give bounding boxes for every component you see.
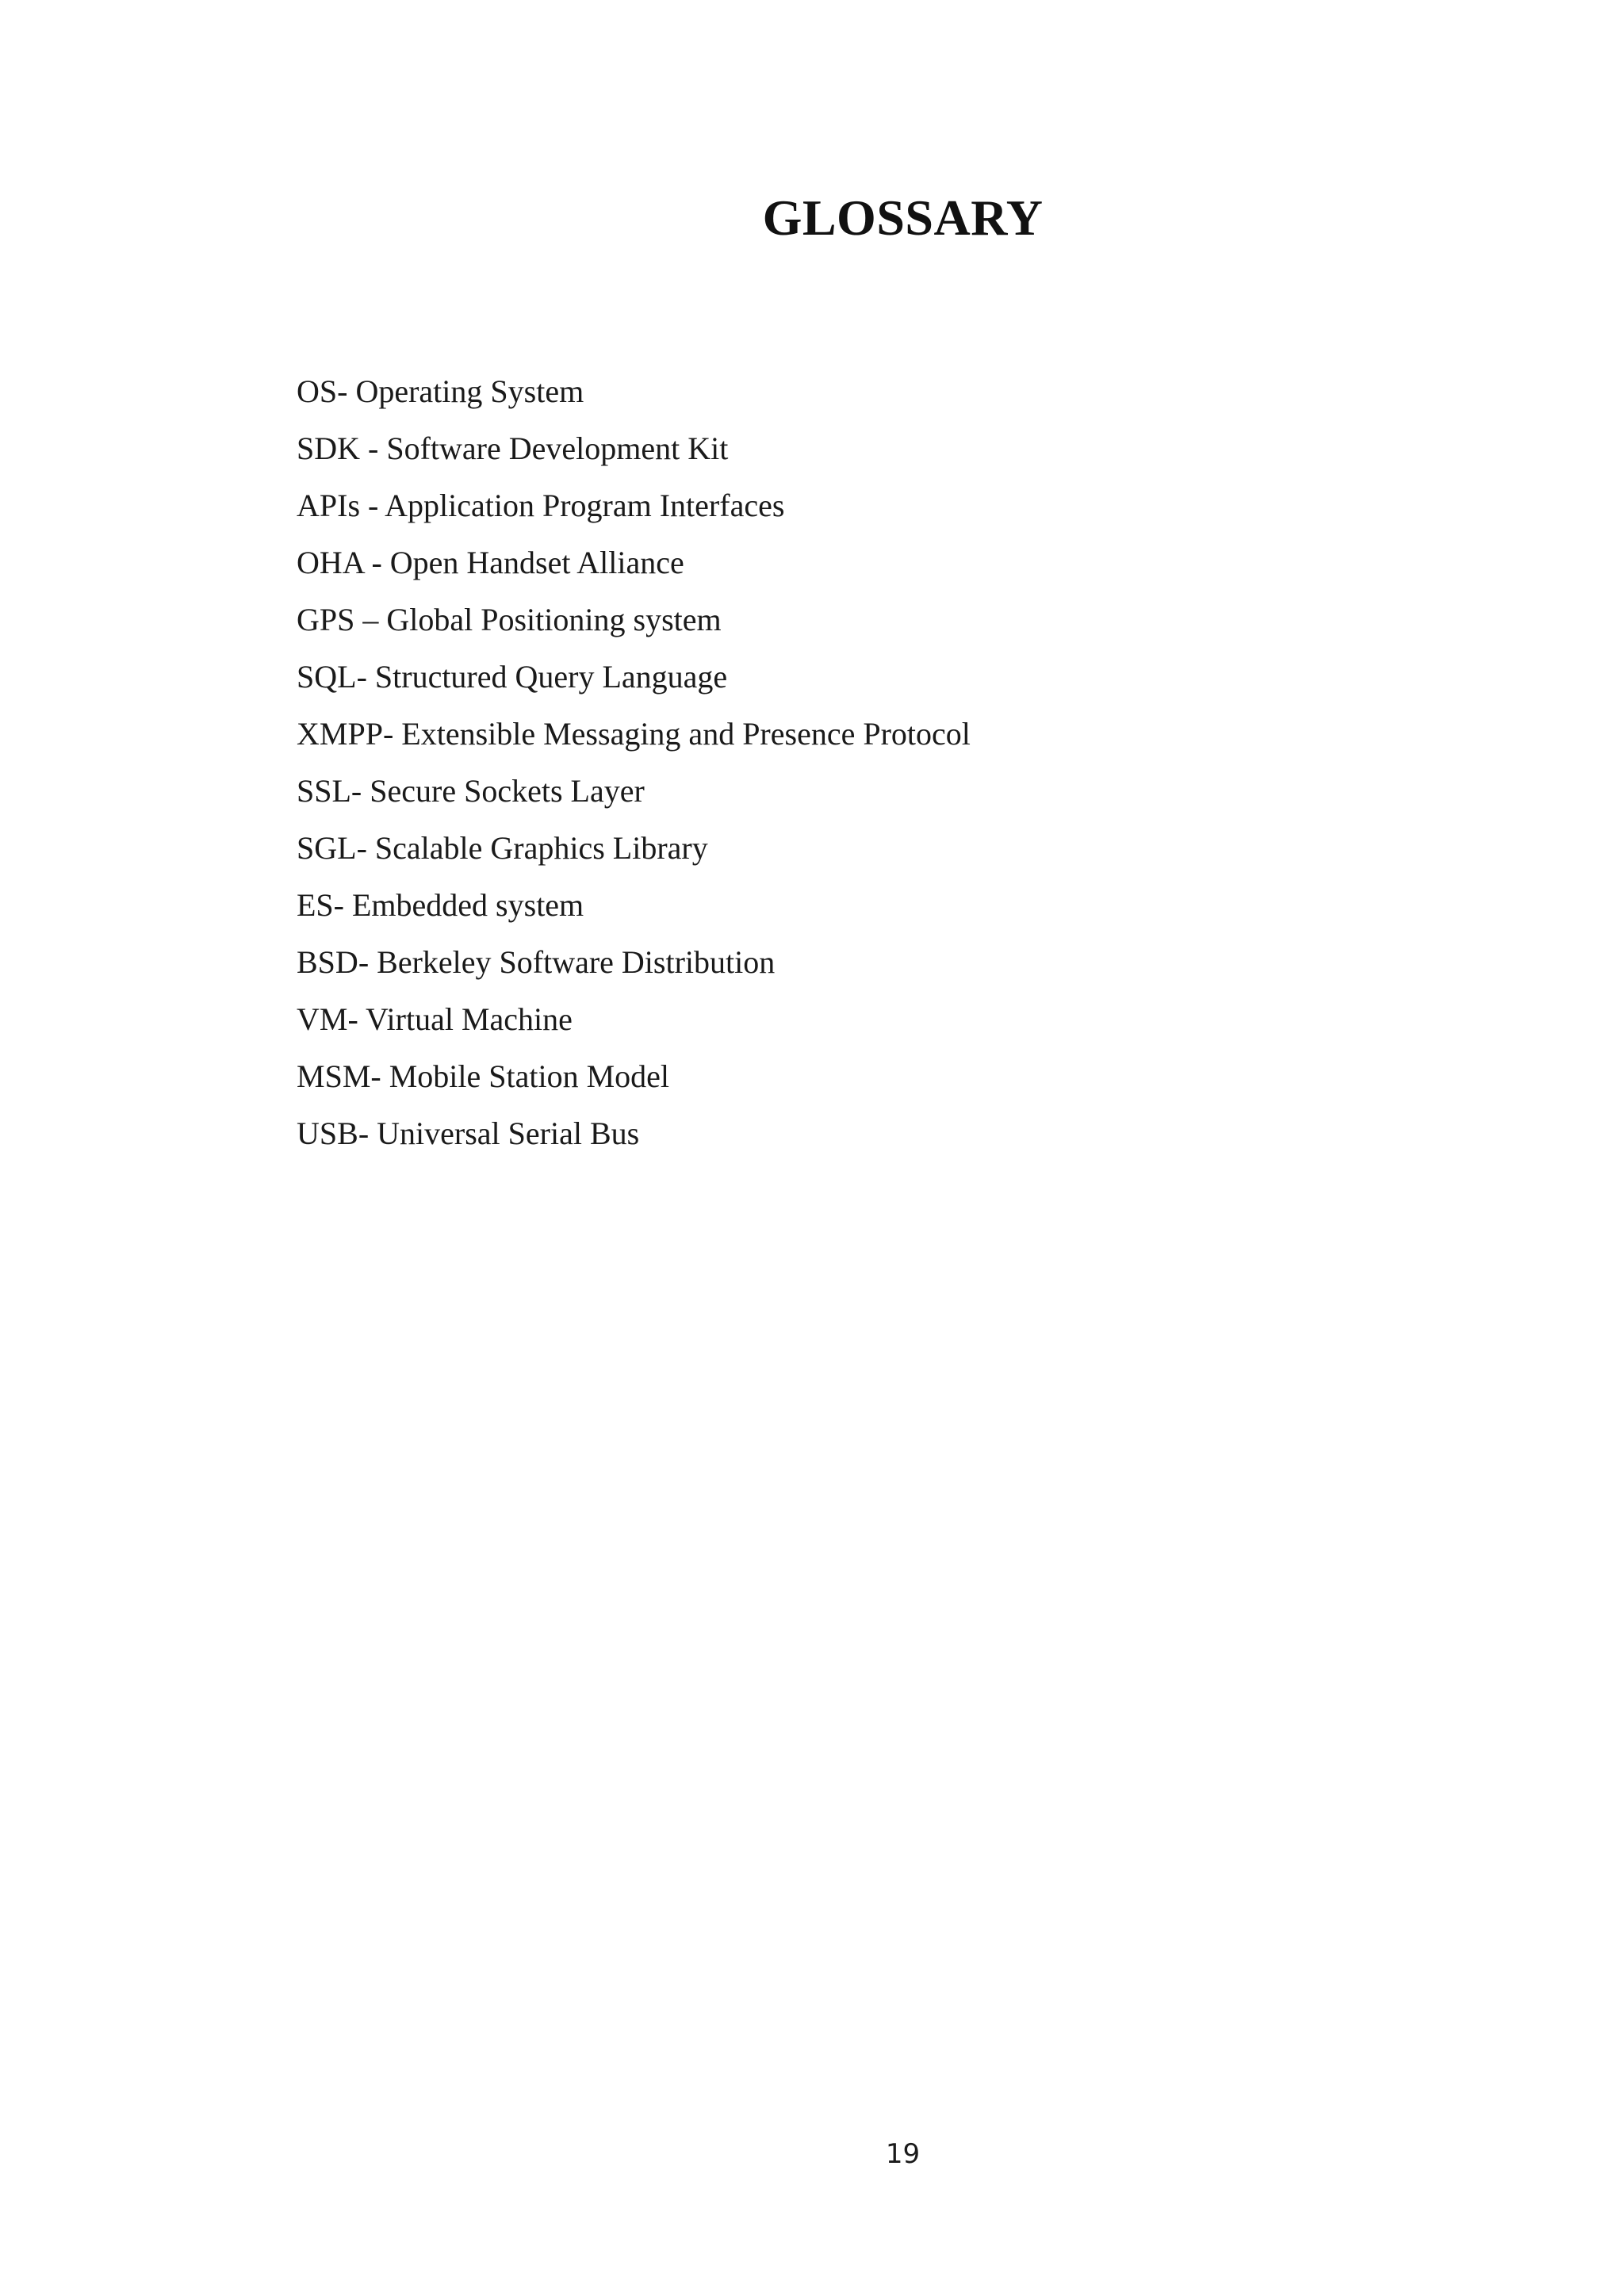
glossary-entry: SSL- Secure Sockets Layer (297, 773, 645, 809)
glossary-entry: GPS – Global Positioning system (297, 602, 722, 637)
glossary-entry: SQL- Structured Query Language (297, 659, 728, 695)
glossary-entry: USB- Universal Serial Bus (297, 1115, 640, 1151)
glossary-entry: SDK - Software Development Kit (297, 430, 729, 466)
glossary-entry: BSD- Berkeley Software Distribution (297, 944, 776, 980)
glossary-entry: MSM- Mobile Station Model (297, 1058, 670, 1094)
glossary-entry: APIs - Application Program Interfaces (297, 488, 785, 523)
glossary-entry: SGL- Scalable Graphics Library (297, 830, 708, 866)
glossary-entry: XMPP- Extensible Messaging and Presence Protocol (297, 716, 971, 752)
glossary-entry: OS- Operating System (297, 373, 584, 409)
page-number: 19 (885, 2138, 921, 2170)
glossary-entry: OHA - Open Handset Alliance (297, 545, 684, 580)
glossary-entry: ES- Embedded system (297, 887, 584, 923)
glossary-entry: VM- Virtual Machine (297, 1001, 573, 1037)
page-title: GLOSSARY (762, 189, 1044, 246)
glossary-list (297, 363, 971, 1162)
